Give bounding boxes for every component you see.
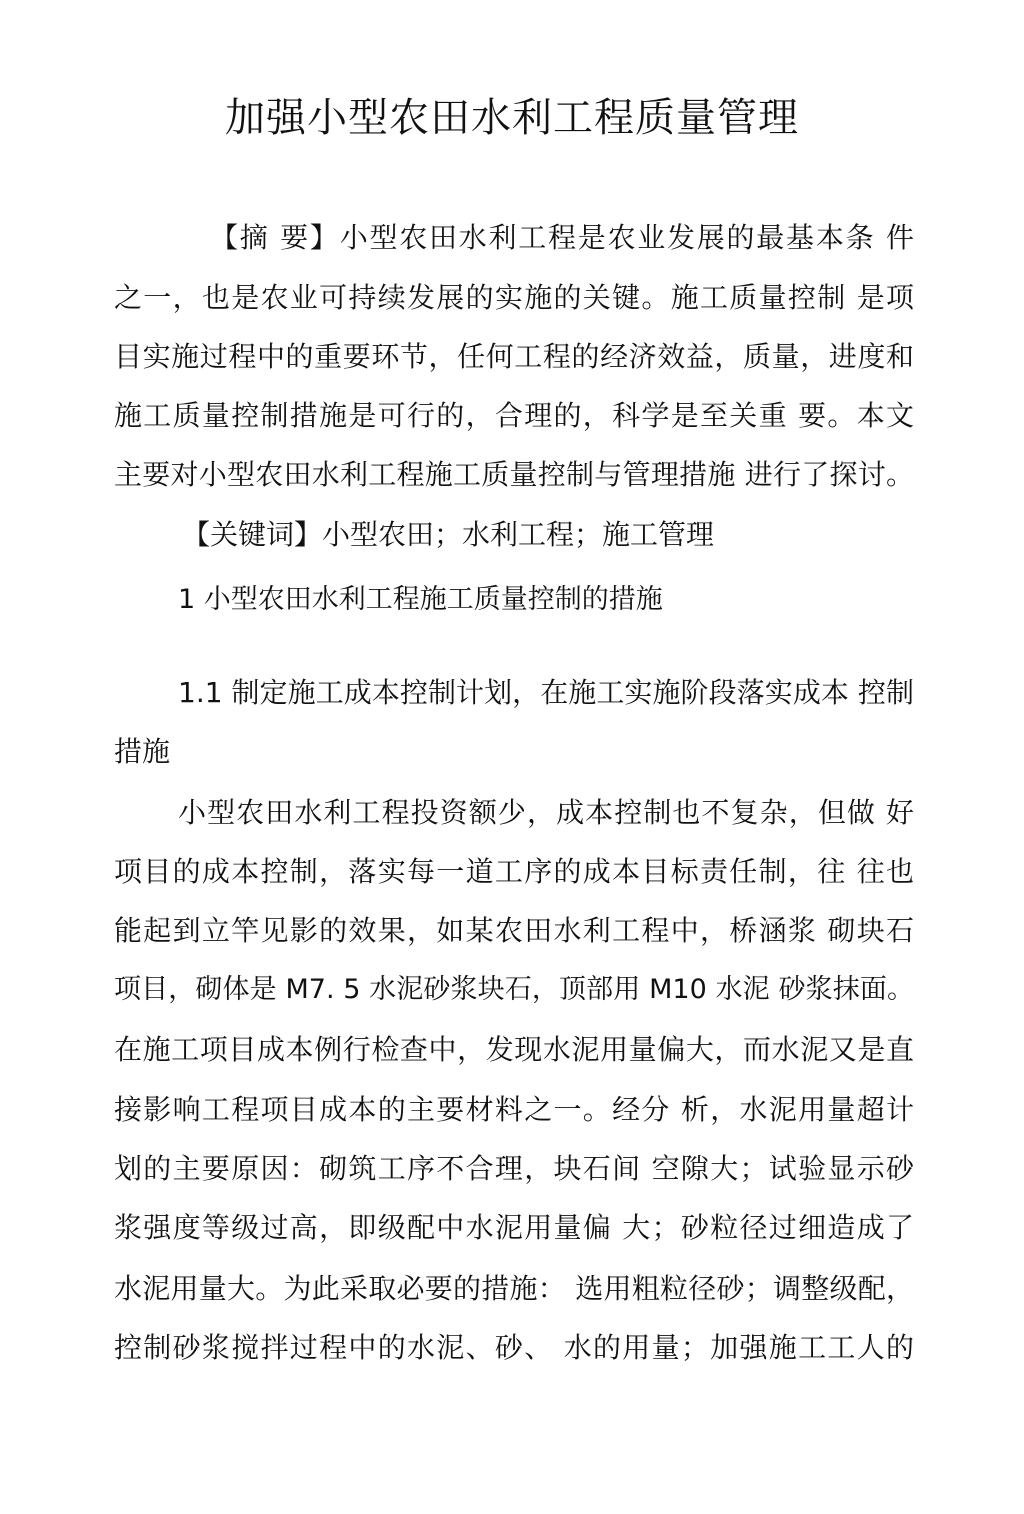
subsection-heading-line: 措施 <box>114 735 171 768</box>
body-line: 接影响工程项目成本的主要材料之一。经分 析，水泥用量超计 <box>114 1093 914 1126</box>
keywords-line: 【关键词】小型农田；水利工程；施工管理 <box>182 518 715 551</box>
body-line: 能起到立竿见影的效果，如某农田水利工程中，桥涵浆 砌块石 <box>114 914 914 947</box>
body-line: 控制砂浆搅拌过程中的水泥、砂、 水的用量；加强施工工人的 <box>114 1331 914 1364</box>
body-line: 项目，砌体是 M7. 5 水泥砂浆块石，顶部用 M10 水泥 砂浆抹面。 <box>114 974 914 1005</box>
body-line: 浆强度等级过高，即级配中水泥用量偏 大；砂粒径过细造成了 <box>114 1211 914 1244</box>
body-line: 划的主要原因：砌筑工序不合理，块石间 空隙大；试验显示砂 <box>114 1152 914 1185</box>
document-title: 加强小型农田水利工程质量管理 <box>225 95 799 141</box>
abstract-line: 主要对小型农田水利工程施工质量控制与管理措施 进行了探讨。 <box>114 458 914 491</box>
section-heading: 1 小型农田水利工程施工质量控制的措施 <box>178 584 663 615</box>
body-line: 水泥用量大。为此采取必要的措施： 选用粗粒径砂；调整级配， <box>114 1272 914 1305</box>
body-line: 在施工项目成本例行检查中，发现水泥用量偏大，而水泥又是直 <box>114 1033 914 1066</box>
abstract-line: 施工质量控制措施是可行的，合理的，科学是至关重 要。本文 <box>114 399 914 432</box>
body-line: 项目的成本控制，落实每一道工序的成本目标责任制，往 往也 <box>114 855 914 888</box>
subsection-heading-line: 1.1 制定施工成本控制计划，在施工实施阶段落实成本 控制 <box>178 676 914 709</box>
abstract-line: 之一，也是农业可持续发展的实施的关键。施工质量控制 是项 <box>114 281 914 314</box>
abstract-line: 目实施过程中的重要环节，任何工程的经济效益，质量，进度和 <box>114 340 914 373</box>
abstract-line: 【摘 要】小型农田水利工程是农业发展的最基本条 件 <box>210 221 914 254</box>
body-line: 小型农田水利工程投资额少，成本控制也不复杂，但做 好 <box>178 796 914 829</box>
